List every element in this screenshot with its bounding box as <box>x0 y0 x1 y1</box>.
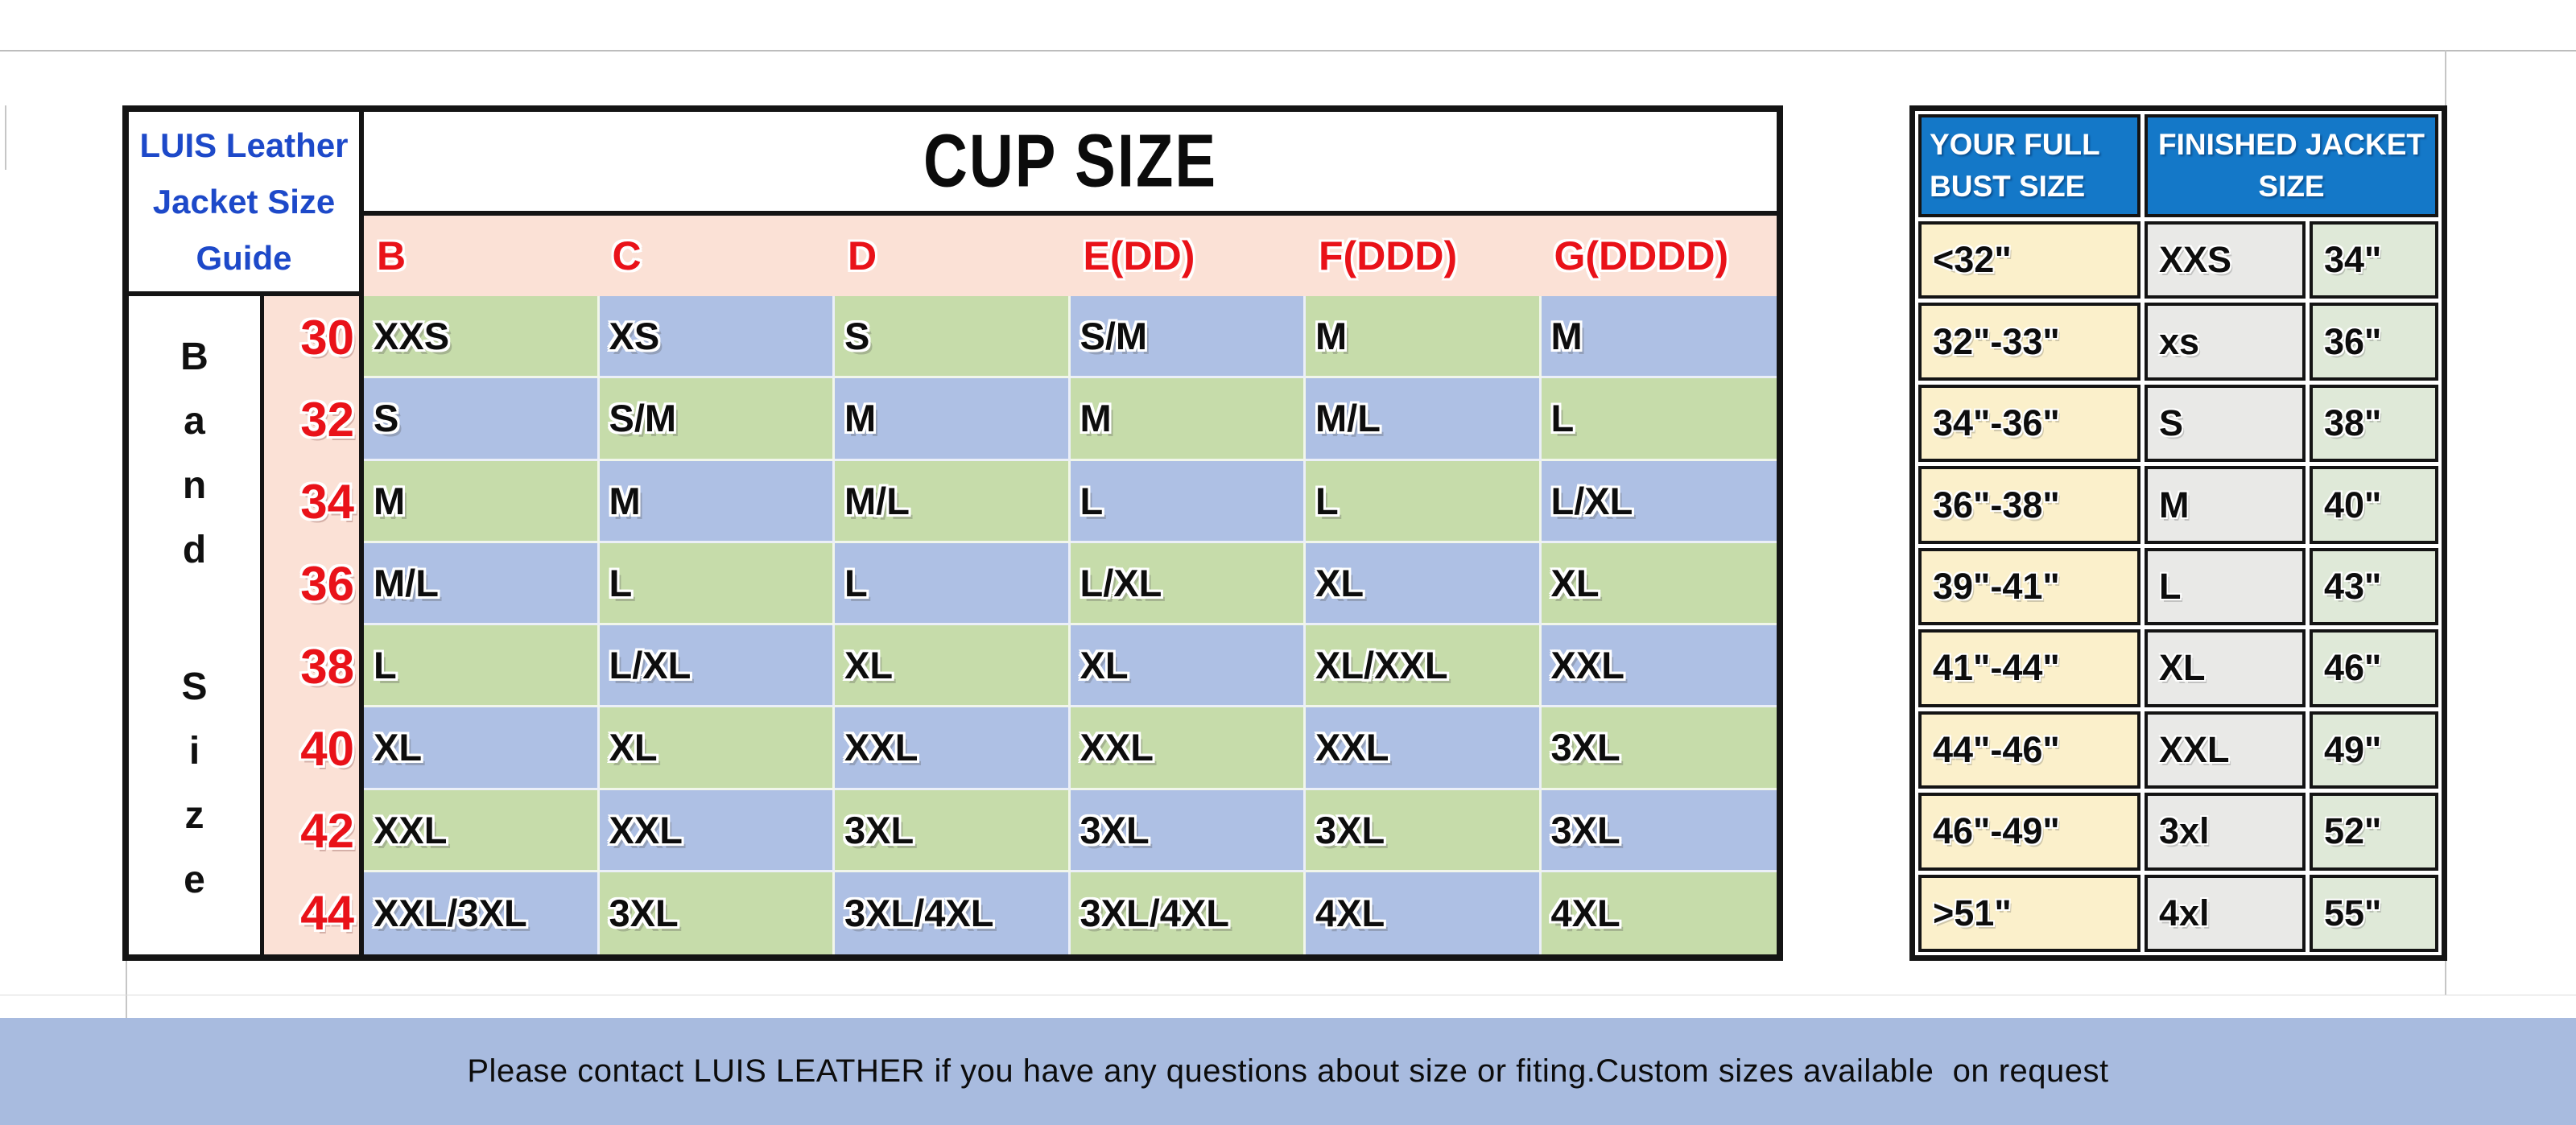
size-cell: S/M <box>1071 296 1307 378</box>
size-label-cell: 4xl <box>2145 875 2306 952</box>
top-divider-line <box>0 50 2576 52</box>
size-cell: XXL <box>364 790 600 872</box>
axis-letter: n <box>182 464 207 507</box>
size-cell: M <box>1071 378 1307 460</box>
size-cell: XL/XXL <box>1306 625 1542 707</box>
bust-range-cell: 36"-38" <box>1918 466 2140 543</box>
size-cell: 3XL <box>1306 790 1542 872</box>
jacket-header-line: FINISHED JACKET <box>2158 128 2425 161</box>
band-size-cell: 30 <box>300 310 354 365</box>
cup-column-header: F(DDD) <box>1319 233 1458 278</box>
size-cell: L <box>1542 378 1777 460</box>
cup-letters-row <box>364 216 1777 296</box>
cup-size-header <box>364 112 1777 216</box>
size-cell: 3XL/4XL <box>1071 872 1307 954</box>
bust-range-cell: >51" <box>1918 875 2140 952</box>
cup-size-title: CUP SIZE <box>923 119 1218 204</box>
size-cell: M <box>1542 296 1777 378</box>
size-label-cell: XL <box>2145 629 2306 707</box>
axis-letter: z <box>184 794 204 837</box>
size-cell: 3XL <box>1071 790 1307 872</box>
size-cell: 4XL <box>1542 872 1777 954</box>
size-cell: M/L <box>835 461 1071 543</box>
footer-note: Please contact LUIS LEATHER if you have any questions about size or fiting.Custom sizes available on request <box>467 1053 2109 1089</box>
jacket-header-line: SIZE <box>2258 170 2325 203</box>
band-size-cell: 32 <box>300 392 354 447</box>
size-cell: XXL <box>1542 625 1777 707</box>
size-cell: L <box>364 625 600 707</box>
brand-title-line: Jacket Size <box>152 182 336 220</box>
size-cell: L <box>835 543 1071 625</box>
axis-letter: e <box>184 859 205 901</box>
size-cell: M <box>835 378 1071 460</box>
jacket-size-cell: 38" <box>2310 385 2438 462</box>
bust-header-line: YOUR FULL <box>1930 128 2100 161</box>
size-cell: S <box>364 378 600 460</box>
band-size-cell: 38 <box>300 639 354 694</box>
size-cell: S <box>835 296 1071 378</box>
size-cell: XXS <box>364 296 600 378</box>
size-cell: XXL <box>600 790 836 872</box>
size-label-cell: xs <box>2145 303 2306 380</box>
size-cell: XXL <box>835 707 1071 789</box>
size-cell: M <box>600 461 836 543</box>
size-cell: S/M <box>600 378 836 460</box>
brand-title-box <box>129 112 364 296</box>
jacket-size-cell: 43" <box>2310 548 2438 625</box>
size-cell: L <box>1306 461 1542 543</box>
size-cell: XL <box>1071 625 1307 707</box>
size-cell: 3XL/4XL <box>835 872 1071 954</box>
size-cell: L/XL <box>600 625 836 707</box>
size-label-cell: XXS <box>2145 221 2306 299</box>
cup-column-header: D <box>848 233 877 278</box>
size-cell: M <box>364 461 600 543</box>
bust-range-cell: 41"-44" <box>1918 629 2140 707</box>
size-cell: XL <box>1306 543 1542 625</box>
axis-letter: i <box>188 730 200 773</box>
size-cell: 4XL <box>1306 872 1542 954</box>
size-cell: XXL <box>1306 707 1542 789</box>
band-size-cell: 42 <box>300 804 354 859</box>
size-cell: L/XL <box>1071 543 1307 625</box>
reference-table <box>1909 105 2447 961</box>
axis-letter: S <box>181 666 208 708</box>
jacket-size-cell: 52" <box>2310 793 2438 870</box>
cup-column-header: C <box>612 233 642 278</box>
left-lower-tick <box>126 961 127 1018</box>
size-cell: XXL/3XL <box>364 872 600 954</box>
size-cell: 3XL <box>835 790 1071 872</box>
brand-title-line: LUIS Leather <box>139 126 349 164</box>
axis-letter: d <box>182 529 207 571</box>
brand-title-line: Guide <box>196 238 292 277</box>
bust-range-cell: 34"-36" <box>1918 385 2140 462</box>
size-label-cell: 3xl <box>2145 793 2306 870</box>
size-label-cell: XXL <box>2145 711 2306 789</box>
size-cell: 3XL <box>1542 707 1777 789</box>
size-label-cell: L <box>2145 548 2306 625</box>
cup-column-header: B <box>377 233 407 278</box>
size-cell: XL <box>600 707 836 789</box>
cup-column-header: G(DDDD) <box>1554 233 1729 278</box>
finished-jacket-header <box>2145 114 2438 217</box>
band-numbers-col <box>264 296 364 954</box>
bust-range-cell: 32"-33" <box>1918 303 2140 380</box>
size-grid <box>364 296 1777 954</box>
bust-range-cell: 44"-46" <box>1918 711 2140 789</box>
cup-column-header: E(DD) <box>1083 233 1195 278</box>
size-cell: L <box>600 543 836 625</box>
size-cell: L/XL <box>1542 461 1777 543</box>
bust-header-line: BUST SIZE <box>1930 170 2086 203</box>
size-cell: M/L <box>364 543 600 625</box>
band-size-cell: 34 <box>300 475 354 530</box>
size-cell: XL <box>364 707 600 789</box>
jacket-size-cell: 55" <box>2310 875 2438 952</box>
size-cell: XL <box>835 625 1071 707</box>
size-cell: 3XL <box>600 872 836 954</box>
size-cell: M/L <box>1306 378 1542 460</box>
band-size-cell: 36 <box>300 557 354 612</box>
left-edge-tick <box>5 105 6 170</box>
axis-letter: B <box>180 336 208 378</box>
footer-banner <box>0 1018 2576 1125</box>
size-label-cell: S <box>2145 385 2306 462</box>
size-cell: M <box>1306 296 1542 378</box>
band-size-axis-label <box>129 296 264 954</box>
size-cell: L <box>1071 461 1307 543</box>
size-cell: 3XL <box>1542 790 1777 872</box>
axis-letter: a <box>184 400 205 443</box>
bust-range-cell: 46"-49" <box>1918 793 2140 870</box>
size-cell: XS <box>600 296 836 378</box>
jacket-size-cell: 34" <box>2310 221 2438 299</box>
jacket-size-cell: 49" <box>2310 711 2438 789</box>
size-guide-table <box>122 105 1783 961</box>
size-cell: XL <box>1542 543 1777 625</box>
bust-size-header <box>1918 114 2140 217</box>
size-cell: XXL <box>1071 707 1307 789</box>
band-size-cell: 40 <box>300 721 354 776</box>
bust-range-cell: 39"-41" <box>1918 548 2140 625</box>
bust-range-cell: <32" <box>1918 221 2140 299</box>
jacket-size-cell: 36" <box>2310 303 2438 380</box>
jacket-size-cell: 46" <box>2310 629 2438 707</box>
size-label-cell: M <box>2145 466 2306 543</box>
band-size-cell: 44 <box>300 886 354 941</box>
jacket-size-cell: 40" <box>2310 466 2438 543</box>
